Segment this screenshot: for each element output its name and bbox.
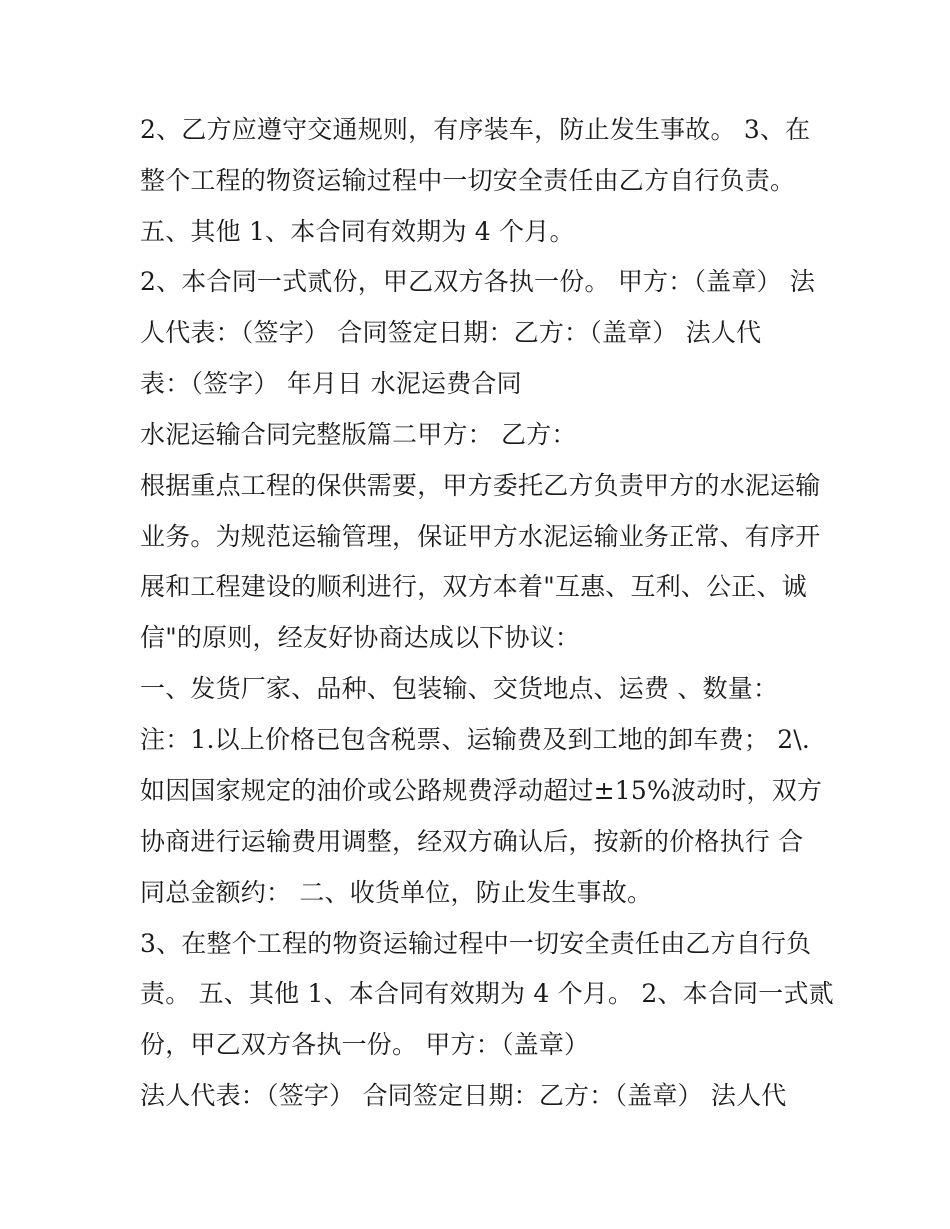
text-line: 信"的原则，经友好协商达成以下协议： [140,623,581,652]
text-line: 五、其他 1、本合同有效期为 4 个月。 [140,217,575,246]
text-line: 表：（签字） 年月日 水泥运费合同 [140,369,522,398]
text-line: 同总金额约： 二、收货单位，防止发生事故。 [140,878,653,907]
text-line: 2、乙方应遵守交通规则，有序装车，防止发生事故。 3、在 [140,115,811,144]
text-line: 法人代表：（签字） 合同签定日期：乙方：（盖章） 法人代 [140,1081,787,1110]
text-line: 业务。为规范运输管理，保证甲方水泥运输业务正常、有序开 [140,522,821,551]
text-line: 份，甲乙双方各执一份。 甲方：（盖章） [140,1030,590,1059]
text-line: 水泥运输合同完整版篇二甲方： 乙方： [140,420,577,449]
text-line: 根据重点工程的保供需要，甲方委托乙方负责甲方的水泥运输 [140,471,821,500]
text-line: 人代表：（签字） 合同签定日期：乙方：（盖章） 法人代 [140,318,762,347]
text-line: 3、在整个工程的物资运输过程中一切安全责任由乙方自行负 [140,929,812,958]
text-line: 协商进行运输费用调整，经双方确认后，按新的价格执行 合 [140,827,804,856]
text-line: 如因国家规定的油价或公路规费浮动超过±15%波动时，双方 [140,776,823,805]
text-line: 展和工程建设的顺利进行，双方本着"互惠、互利、公正、诚 [140,572,807,601]
text-line: 责。 五、其他 1、本合同有效期为 4 个月。 2、本合同一式贰 [140,979,834,1008]
text-line: 一、发货厂家、品种、包装输、交货地点、运费 、数量： [140,674,779,703]
text-line: 整个工程的物资运输过程中一切安全责任由乙方自行负责。 [140,166,796,195]
text-line: 2、本合同一式贰份，甲乙双方各执一份。 甲方：（盖章） 法 [140,267,816,296]
text-line: 注：1.以上价格已包含税票、运输费及到工地的卸车费； 2\. [140,725,811,754]
